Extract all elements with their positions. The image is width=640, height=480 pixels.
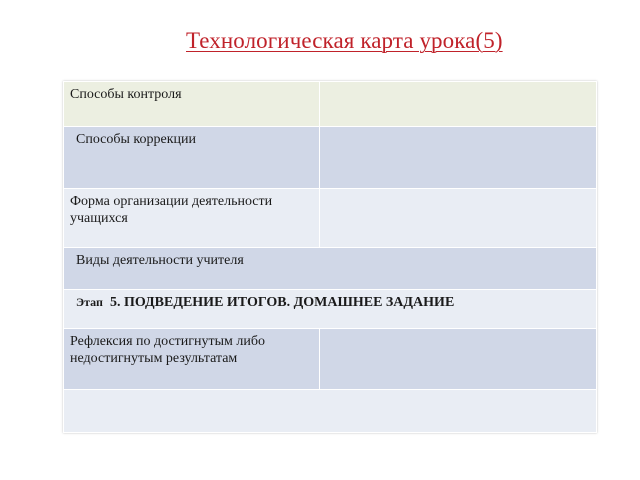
table-row [64,82,597,127]
table-row [64,189,597,248]
row-value-reflection [320,329,597,390]
table-row [64,390,597,433]
page-title: Технологическая карта урока(5) [186,28,503,53]
row-value-correction-methods [320,127,597,189]
table-row [64,248,597,290]
row-value-control-methods [320,82,597,127]
row-empty [64,390,597,433]
stage-heading [64,290,597,329]
row-label-control-methods: Способы контроля [64,82,320,127]
row-label-student-activity-form: Форма организации деятельности учащихся [64,189,320,248]
table-row [64,329,597,390]
stage-prefix: Этап [76,295,103,309]
table-row [64,290,597,329]
lesson-plan-table [63,81,597,433]
row-label-correction-methods: Способы коррекции [64,127,320,189]
row-value-student-activity-form [320,189,597,248]
table-row [64,127,597,189]
row-label-teacher-activities: Виды деятельности учителя [64,248,597,290]
stage-title: 5. ПОДВЕДЕНИЕ ИТОГОВ. ДОМАШНЕЕ ЗАДАНИЕ [109,295,455,310]
row-label-reflection: Рефлексия по достигнутым либо недостигнутым результатам [64,329,320,390]
